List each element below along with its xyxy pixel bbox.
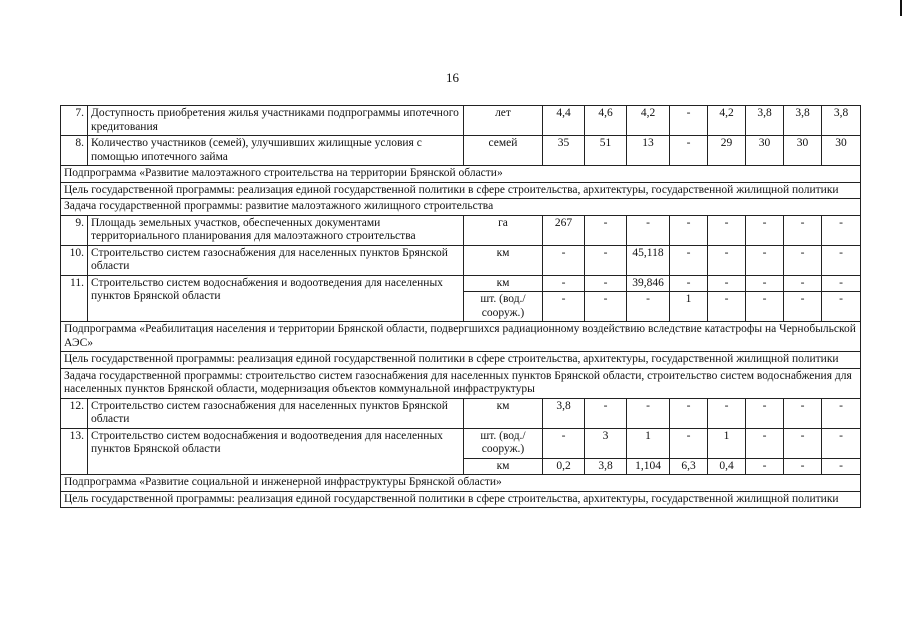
value-cell: - [543,292,585,322]
value-cell: - [670,428,708,458]
table-row [61,245,861,275]
page-edge-mark [900,0,902,16]
value-cell: - [746,428,784,458]
value-cell: - [746,215,784,245]
row-number: 8. [61,136,88,166]
value-cell: 4,2 [627,106,670,136]
value-cell: - [784,428,822,458]
value-cell: 4,4 [543,106,585,136]
value-cell: 3,8 [585,458,627,475]
value-cell: - [822,215,861,245]
section-text: Цель государственной программы: реализация единой государственной политики в сфере строительства, архитектуры, государственной жилищной политики [61,352,861,369]
value-cell: 30 [784,136,822,166]
value-cell: - [784,398,822,428]
value-cell: - [822,275,861,292]
value-cell: - [585,398,627,428]
value-cell: 39,846 [627,275,670,292]
unit-cell: шт. (вод./ сооруж.) [464,428,543,458]
unit-cell: шт. (вод./ сооруж.) [464,292,543,322]
value-cell: 4,6 [585,106,627,136]
row-number: 11. [61,275,88,322]
value-cell: - [746,458,784,475]
value-cell: - [585,292,627,322]
value-cell: - [543,428,585,458]
value-cell: 35 [543,136,585,166]
indicator-name: Строительство систем водоснабжения и водоотведения для населенных пунктов Брянской области [88,428,464,475]
value-cell: - [627,292,670,322]
value-cell: - [746,292,784,322]
value-cell: 3,8 [543,398,585,428]
section-text: Задача государственной программы: развитие малоэтажного жилищного строительства [61,199,861,216]
value-cell: 6,3 [670,458,708,475]
section-text: Подпрограмма «Развитие социальной и инженерной инфраструктуры Брянской области» [61,475,861,492]
section-row [61,352,861,369]
page-number: 16 [446,70,459,85]
section-row [61,368,861,398]
unit-cell: км [464,398,543,428]
value-cell: - [670,215,708,245]
section-row [61,199,861,216]
value-cell: 3,8 [822,106,861,136]
value-cell: - [708,275,746,292]
value-cell: 267 [543,215,585,245]
indicator-name: Строительство систем газоснабжения для населенных пунктов Брянской области [88,245,464,275]
value-cell: - [543,275,585,292]
section-text: Цель государственной программы: реализация единой государственной политики в сфере строительства, архитектуры, государственной жилищной политики [61,491,861,508]
indicator-name: Доступность приобретения жилья участниками подпрограммы ипотечного кредитования [88,106,464,136]
unit-cell: семей [464,136,543,166]
row-number: 10. [61,245,88,275]
value-cell: 1 [627,428,670,458]
value-cell: - [670,398,708,428]
table-row [61,398,861,428]
section-row [61,322,861,352]
section-text: Подпрограмма «Реабилитация населения и территории Брянской области, подвергшихся радиационному воздействию вследствие катастрофы на Чернобыльской АЭС» [61,322,861,352]
value-cell: 3,8 [746,106,784,136]
table-row [61,136,861,166]
value-cell: - [708,292,746,322]
table-row [61,106,861,136]
value-cell: - [784,275,822,292]
value-cell: - [822,398,861,428]
section-row [61,491,861,508]
value-cell: - [822,428,861,458]
value-cell: - [627,215,670,245]
value-cell: - [784,458,822,475]
unit-cell: га [464,215,543,245]
value-cell: 30 [746,136,784,166]
value-cell: - [708,398,746,428]
value-cell: 29 [708,136,746,166]
value-cell: - [746,275,784,292]
table-row [61,275,861,292]
value-cell: - [822,292,861,322]
section-text: Подпрограмма «Развитие малоэтажного строительства на территории Брянской области» [61,166,861,183]
value-cell: 30 [822,136,861,166]
value-cell: 13 [627,136,670,166]
value-cell: 1,104 [627,458,670,475]
indicators-table [60,105,861,508]
table-row [61,428,861,458]
indicator-name: Строительство систем водоснабжения и водоотведения для населенных пунктов Брянской области [88,275,464,322]
value-cell: - [784,215,822,245]
row-number: 12. [61,398,88,428]
value-cell: - [822,245,861,275]
value-cell: 1 [708,428,746,458]
value-cell: - [708,245,746,275]
indicator-name: Количество участников (семей), улучшивших жилищные условия с помощью ипотечного займа [88,136,464,166]
row-number: 9. [61,215,88,245]
section-row [61,475,861,492]
value-cell: 4,2 [708,106,746,136]
value-cell: - [543,245,585,275]
section-row [61,182,861,199]
value-cell: 1 [670,292,708,322]
indicator-name: Площадь земельных участков, обеспеченных документами территориального планирования для малоэтажного строительства [88,215,464,245]
value-cell: - [670,245,708,275]
section-text: Цель государственной программы: реализация единой государственной политики в сфере строительства, архитектуры, государственной жилищной политики [61,182,861,199]
unit-cell: км [464,275,543,292]
unit-cell: лет [464,106,543,136]
row-number: 13. [61,428,88,475]
section-text: Задача государственной программы: строительство систем газоснабжения для населенных пунктов Брянской области, строительство систем водоснабжения для населенных пунктов Брянской области, модернизация объектов коммунальной инфраструктуры [61,368,861,398]
value-cell: - [784,292,822,322]
table-row [61,215,861,245]
value-cell: - [784,245,822,275]
value-cell: 3 [585,428,627,458]
value-cell: 3,8 [784,106,822,136]
value-cell: - [670,136,708,166]
table-body [61,106,861,508]
value-cell: - [670,275,708,292]
row-number: 7. [61,106,88,136]
value-cell: - [585,245,627,275]
value-cell: - [585,275,627,292]
value-cell: - [708,215,746,245]
value-cell: 0,2 [543,458,585,475]
unit-cell: км [464,245,543,275]
value-cell: 51 [585,136,627,166]
unit-cell: км [464,458,543,475]
section-row [61,166,861,183]
value-cell: - [822,458,861,475]
value-cell: 0,4 [708,458,746,475]
indicator-name: Строительство систем газоснабжения для населенных пунктов Брянской области [88,398,464,428]
value-cell: 45,118 [627,245,670,275]
value-cell: - [746,245,784,275]
value-cell: - [627,398,670,428]
value-cell: - [585,215,627,245]
value-cell: - [746,398,784,428]
value-cell: - [670,106,708,136]
